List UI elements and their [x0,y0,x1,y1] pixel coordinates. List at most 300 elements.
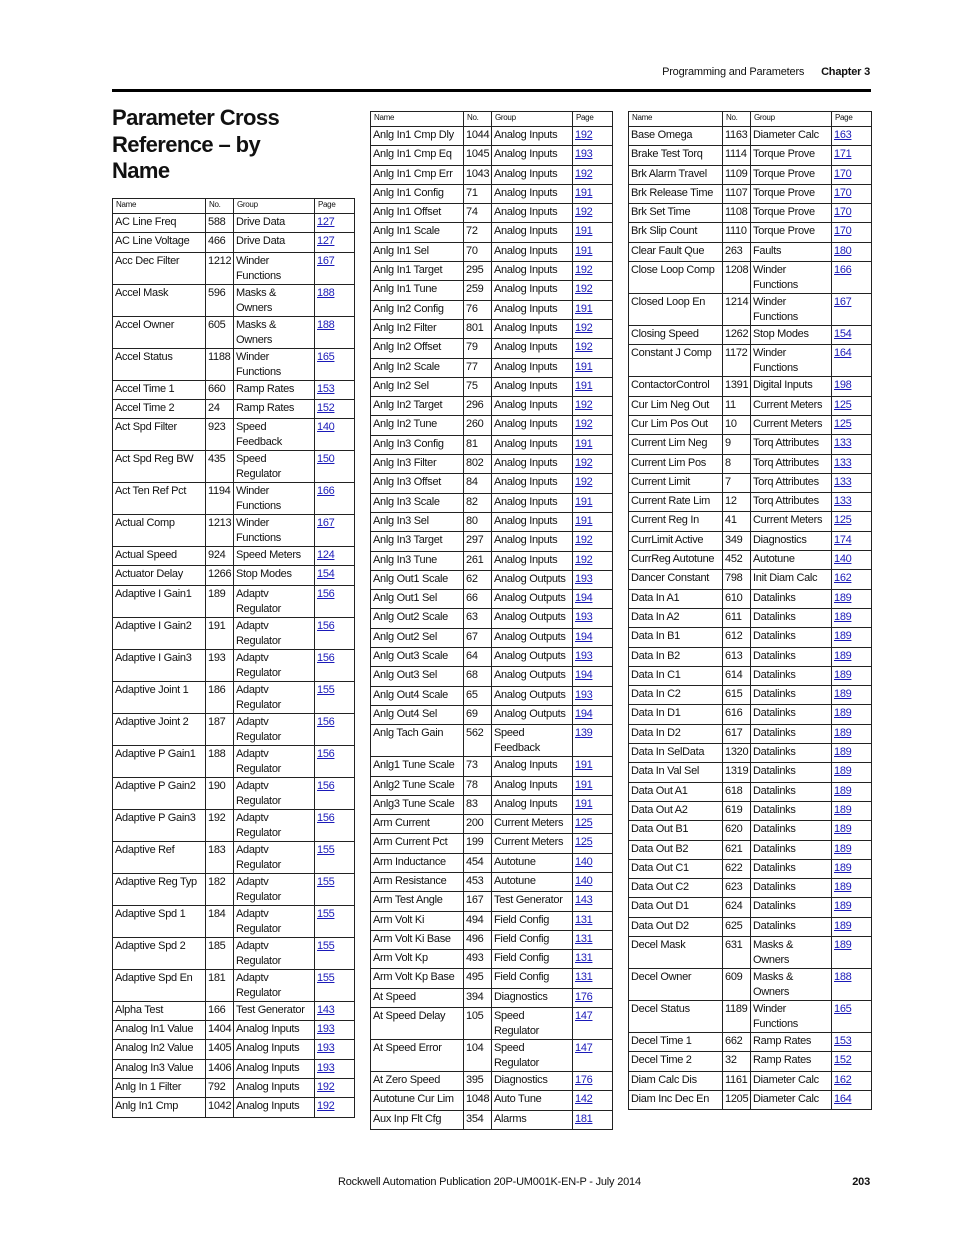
table-row [371,892,613,911]
param-name: Anlg Out2 Sel [371,628,464,647]
param-group: Analog Outputs [492,609,573,628]
table-row [629,647,872,666]
param-number: 41 [723,512,751,531]
param-name: At Speed Error [371,1040,464,1072]
param-name: Decel Owner [629,968,723,1000]
page-link[interactable]: 165 [315,348,355,380]
param-name: Acc Dec Filter [113,252,206,284]
param-group: Analog Inputs [492,512,573,531]
page-link[interactable]: 194 [573,628,613,647]
page-link[interactable]: 189 [832,763,872,782]
param-name: Brake Test Torq [629,146,723,165]
page-link[interactable]: 133 [832,435,872,454]
page-link[interactable]: 170 [832,204,872,223]
page-link[interactable]: 156 [315,617,355,649]
param-group: Datalinks [751,821,832,840]
page-link[interactable]: 154 [832,326,872,345]
param-number: 1109 [723,165,751,184]
page-link[interactable]: 170 [832,184,872,203]
page-link[interactable]: 156 [315,809,355,841]
table-row [371,795,613,814]
page-link[interactable]: 170 [832,165,872,184]
page-link[interactable]: 155 [315,937,355,969]
param-group: Datalinks [751,744,832,763]
page-link[interactable]: 188 [832,968,872,1000]
param-group: Ramp Rates [751,1052,832,1071]
page-link[interactable]: 189 [832,686,872,705]
page-link[interactable]: 193 [315,1021,355,1040]
param-group: Drive Data [234,214,315,233]
page-link[interactable]: 189 [832,705,872,724]
table-row [371,815,613,834]
table-row [113,1021,355,1040]
param-number: 69 [464,705,492,724]
table-row [629,531,872,550]
param-group: Torque Prove [751,184,832,203]
page-link[interactable]: 156 [315,649,355,681]
table-row [113,566,355,585]
page-link[interactable]: 191 [573,435,613,454]
param-number: 452 [723,551,751,570]
param-name: Arm Test Angle [371,892,464,911]
param-name: Data Out C1 [629,859,723,878]
page-link[interactable]: 156 [315,585,355,617]
table-row [371,223,613,242]
page-link[interactable]: 155 [315,841,355,873]
page-link[interactable]: 193 [573,609,613,628]
page-link[interactable]: 193 [573,146,613,165]
page-link[interactable]: 189 [832,782,872,801]
page-link[interactable]: 193 [315,1059,355,1078]
page-link[interactable]: 125 [832,396,872,415]
param-group: Torq Attributes [751,454,832,473]
param-name: CurrReg Autotune [629,551,723,570]
page-link[interactable]: 156 [315,713,355,745]
table-row [629,435,872,454]
param-number: 660 [206,380,234,399]
param-name: At Speed Delay [371,1008,464,1040]
param-group: Auto Tune [492,1091,573,1110]
page-link[interactable]: 125 [573,834,613,853]
page-link[interactable]: 155 [315,873,355,905]
page-link[interactable]: 192 [573,455,613,474]
table-row [113,1059,355,1078]
param-number: 74 [464,204,492,223]
page-link[interactable]: 167 [315,515,355,547]
page-link[interactable]: 192 [573,339,613,358]
param-group: Current Meters [492,815,573,834]
param-number: 182 [206,873,234,905]
page-link[interactable]: 191 [573,223,613,242]
param-number: 1266 [206,566,234,585]
param-number: 82 [464,493,492,512]
table-row [629,628,872,647]
page-link[interactable]: 162 [832,570,872,589]
param-name: Data In Val Sel [629,763,723,782]
page-link[interactable]: 191 [573,242,613,261]
page-link[interactable]: 192 [573,416,613,435]
page-link[interactable]: 189 [832,608,872,627]
param-name: Diam Calc Dis [629,1071,723,1090]
param-name: Anlg In3 Config [371,435,464,454]
param-name: Adaptive Reg Typ [113,873,206,905]
page-link[interactable]: 171 [832,146,872,165]
table-row [113,233,355,252]
param-name: Anlg Out3 Scale [371,648,464,667]
param-name: Data Out A1 [629,782,723,801]
param-number: 1404 [206,1021,234,1040]
page-link[interactable]: 189 [832,859,872,878]
page-link[interactable]: 147 [573,1040,613,1072]
table-row [371,725,613,757]
param-name: Accel Mask [113,284,206,316]
page-link[interactable]: 131 [573,950,613,969]
page-link[interactable]: 192 [315,1098,355,1117]
param-group: Masks & Owners [234,284,315,316]
page-link[interactable]: 191 [573,493,613,512]
page-link[interactable]: 131 [573,930,613,949]
page-link[interactable]: 140 [832,551,872,570]
table-row [113,214,355,233]
param-group: Diameter Calc [751,1071,832,1090]
table-row [629,1090,872,1109]
param-group: Adaptv Regulator [234,937,315,969]
param-group: Speed Regulator [234,451,315,483]
page-link[interactable]: 152 [315,399,355,418]
param-group: Torque Prove [751,165,832,184]
param-group: Datalinks [751,724,832,743]
page-link[interactable]: 189 [832,589,872,608]
page-link[interactable]: 150 [315,451,355,483]
page-link[interactable]: 127 [315,214,355,233]
page-link[interactable]: 189 [832,936,872,968]
page-link[interactable]: 191 [573,776,613,795]
page-link[interactable]: 198 [832,377,872,396]
param-name: Cur Lim Pos Out [629,415,723,434]
table-row [113,585,355,617]
page-link[interactable]: 193 [573,648,613,667]
page-link[interactable]: 191 [573,795,613,814]
page-link[interactable]: 189 [832,801,872,820]
param-group: Ramp Rates [751,1032,832,1051]
page-link[interactable]: 192 [573,551,613,570]
param-group: Torque Prove [751,204,832,223]
param-name: Data In D2 [629,724,723,743]
page-link[interactable]: 139 [573,725,613,757]
page-link[interactable]: 125 [832,415,872,434]
page-link[interactable]: 193 [573,686,613,705]
page-link[interactable]: 164 [832,345,872,377]
param-name: Data Out D1 [629,898,723,917]
header-no: No. [206,199,234,214]
header-no: No. [723,112,751,127]
page-link[interactable]: 170 [832,223,872,242]
page-link[interactable]: 156 [315,777,355,809]
param-group: Analog Outputs [492,648,573,667]
page-link[interactable]: 167 [315,252,355,284]
param-name: Anlg Out2 Scale [371,609,464,628]
table-row [371,648,613,667]
param-number: 623 [723,879,751,898]
table-row [113,348,355,380]
page-link[interactable]: 127 [315,233,355,252]
page-link[interactable]: 174 [832,531,872,550]
page-link[interactable]: 181 [573,1110,613,1129]
param-group: Analog Inputs [234,1040,315,1059]
page-link[interactable]: 153 [315,380,355,399]
page-link[interactable]: 191 [573,757,613,776]
page-link[interactable]: 153 [832,1032,872,1051]
param-group: Adaptv Regulator [234,585,315,617]
table-row [629,493,872,512]
page-link[interactable]: 193 [573,570,613,589]
page-link[interactable]: 191 [573,184,613,203]
param-name: Adaptive Spd 2 [113,937,206,969]
param-group: Winder Functions [234,483,315,515]
param-group: Analog Inputs [492,358,573,377]
param-number: 1108 [723,204,751,223]
table-row [371,127,613,146]
page-link[interactable]: 162 [832,1071,872,1090]
param-group: Digital Inputs [751,377,832,396]
page-link[interactable]: 155 [315,681,355,713]
page-link[interactable]: 189 [832,666,872,685]
page-link[interactable]: 166 [832,262,872,294]
page-link[interactable]: 165 [832,1000,872,1032]
table-row [629,608,872,627]
table-row [371,242,613,261]
table-row [629,396,872,415]
param-number: 24 [206,399,234,418]
table-row [371,667,613,686]
param-name: Data Out D2 [629,917,723,936]
param-number: 190 [206,777,234,809]
param-number: 625 [723,917,751,936]
table-row [113,483,355,515]
param-group: Masks & Owners [751,968,832,1000]
page-link[interactable]: 188 [315,284,355,316]
header-page: Page [573,112,613,127]
page-link[interactable]: 140 [315,419,355,451]
page-link[interactable]: 147 [573,1008,613,1040]
page-link[interactable]: 189 [832,821,872,840]
page-link[interactable]: 125 [832,512,872,531]
table-row [113,284,355,316]
page-link[interactable]: 192 [573,165,613,184]
param-name: Decel Time 2 [629,1052,723,1071]
param-name: Brk Alarm Travel [629,165,723,184]
page-link[interactable]: 155 [315,969,355,1001]
param-name: Act Ten Ref Pct [113,483,206,515]
page-link[interactable]: 143 [573,892,613,911]
param-group: Analog Inputs [492,397,573,416]
cross-reference-table-1 [112,198,355,1118]
page-link[interactable]: 154 [315,566,355,585]
page-link[interactable]: 131 [573,911,613,930]
page-link[interactable]: 155 [315,905,355,937]
param-number: 617 [723,724,751,743]
table-row [371,1008,613,1040]
param-group: Analog Inputs [234,1098,315,1117]
param-number: 63 [464,609,492,628]
page-link[interactable]: 189 [832,879,872,898]
page-link[interactable]: 189 [832,840,872,859]
table-row [629,821,872,840]
param-number: 619 [723,801,751,820]
param-group: Winder Functions [751,262,832,294]
page-link[interactable]: 191 [573,358,613,377]
param-name: Act Spd Filter [113,419,206,451]
param-name: Anlg In3 Sel [371,512,464,531]
param-group: Speed Meters [234,547,315,566]
param-group: Field Config [492,950,573,969]
param-group: Diameter Calc [751,127,832,146]
param-group: Adaptv Regulator [234,777,315,809]
table-row [371,165,613,184]
param-number: 596 [206,284,234,316]
table-row [629,589,872,608]
page-link[interactable]: 192 [573,397,613,416]
page-link[interactable]: 140 [573,872,613,891]
page-link[interactable]: 189 [832,917,872,936]
param-name: Adaptive P Gain1 [113,745,206,777]
page-link[interactable]: 189 [832,628,872,647]
param-name: Closing Speed [629,326,723,345]
page-link[interactable]: 192 [573,204,613,223]
param-name: Arm Resistance [371,872,464,891]
param-number: 191 [206,617,234,649]
table-row [113,649,355,681]
table-row [371,686,613,705]
page-link[interactable]: 152 [832,1052,872,1071]
param-number: 1262 [723,326,751,345]
param-number: 466 [206,233,234,252]
page-link[interactable]: 192 [315,1078,355,1097]
page-link[interactable]: 191 [573,300,613,319]
param-name: Anlg In3 Target [371,532,464,551]
param-group: Test Generator [492,892,573,911]
param-number: 618 [723,782,751,801]
table-row [371,1072,613,1091]
page-link[interactable]: 180 [832,242,872,261]
page-link[interactable]: 192 [573,281,613,300]
param-name: Anlg2 Tune Scale [371,776,464,795]
param-name: Actual Comp [113,515,206,547]
page-link[interactable]: 133 [832,454,872,473]
page-link[interactable]: 192 [573,532,613,551]
page-link[interactable]: 140 [573,853,613,872]
param-name: Adaptive Joint 1 [113,681,206,713]
page-link[interactable]: 194 [573,590,613,609]
table-row [113,380,355,399]
param-group: Analog Outputs [492,628,573,647]
page-link[interactable]: 124 [315,547,355,566]
page-link[interactable]: 189 [832,898,872,917]
param-number: 260 [464,416,492,435]
param-group: Field Config [492,911,573,930]
table-row [371,988,613,1007]
param-number: 1107 [723,184,751,203]
page-link[interactable]: 194 [573,705,613,724]
param-name: Aux Inp Flt Cfg [371,1110,464,1129]
param-name: Arm Volt Ki Base [371,930,464,949]
page-link[interactable]: 193 [315,1040,355,1059]
page-link[interactable]: 188 [315,316,355,348]
page-link[interactable]: 192 [573,474,613,493]
param-number: 81 [464,435,492,454]
param-name: Adaptive I Gain2 [113,617,206,649]
page-link[interactable]: 133 [832,473,872,492]
page-link[interactable]: 176 [573,1072,613,1091]
param-name: Closed Loop En [629,294,723,326]
page-link[interactable]: 166 [315,483,355,515]
page-link[interactable]: 192 [573,262,613,281]
table-row [629,262,872,294]
table-row [629,859,872,878]
page-link[interactable]: 189 [832,724,872,743]
page-link[interactable]: 156 [315,745,355,777]
page-link[interactable]: 189 [832,647,872,666]
table-row [629,782,872,801]
table-row [629,551,872,570]
param-number: 453 [464,872,492,891]
param-number: 77 [464,358,492,377]
page-link[interactable]: 191 [573,377,613,396]
param-group: Analog Inputs [492,493,573,512]
param-group: Analog Inputs [492,262,573,281]
page-link[interactable]: 143 [315,1001,355,1020]
param-group: Ramp Rates [234,399,315,418]
page-link[interactable]: 142 [573,1091,613,1110]
param-number: 1044 [464,127,492,146]
param-number: 662 [723,1032,751,1051]
param-group: Adaptv Regulator [234,745,315,777]
page-link[interactable]: 131 [573,969,613,988]
param-group: Datalinks [751,608,832,627]
page-link[interactable]: 164 [832,1090,872,1109]
page-link[interactable]: 176 [573,988,613,1007]
page-link[interactable]: 167 [832,294,872,326]
table-row [371,911,613,930]
param-name: Adaptive Spd En [113,969,206,1001]
param-group: Winder Functions [751,294,832,326]
page-link[interactable]: 194 [573,667,613,686]
param-number: 7 [723,473,751,492]
page-link[interactable]: 192 [573,127,613,146]
chapter-label: Chapter 3 [821,66,870,78]
param-number: 192 [206,809,234,841]
param-group: Torq Attributes [751,493,832,512]
page-link[interactable]: 189 [832,744,872,763]
param-group: Adaptv Regulator [234,617,315,649]
param-number: 493 [464,950,492,969]
page-link[interactable]: 191 [573,512,613,531]
param-group: Analog Inputs [492,319,573,338]
param-name: AC Line Voltage [113,233,206,252]
param-name: Data In C1 [629,666,723,685]
page-link[interactable]: 163 [832,127,872,146]
param-number: 80 [464,512,492,531]
param-number: 186 [206,681,234,713]
page-link[interactable]: 192 [573,319,613,338]
param-number: 11 [723,396,751,415]
param-name: Decel Time 1 [629,1032,723,1051]
page-link[interactable]: 133 [832,493,872,512]
table-row [113,515,355,547]
page-link[interactable]: 125 [573,815,613,834]
header-group: Group [234,199,315,214]
table-row [113,547,355,566]
